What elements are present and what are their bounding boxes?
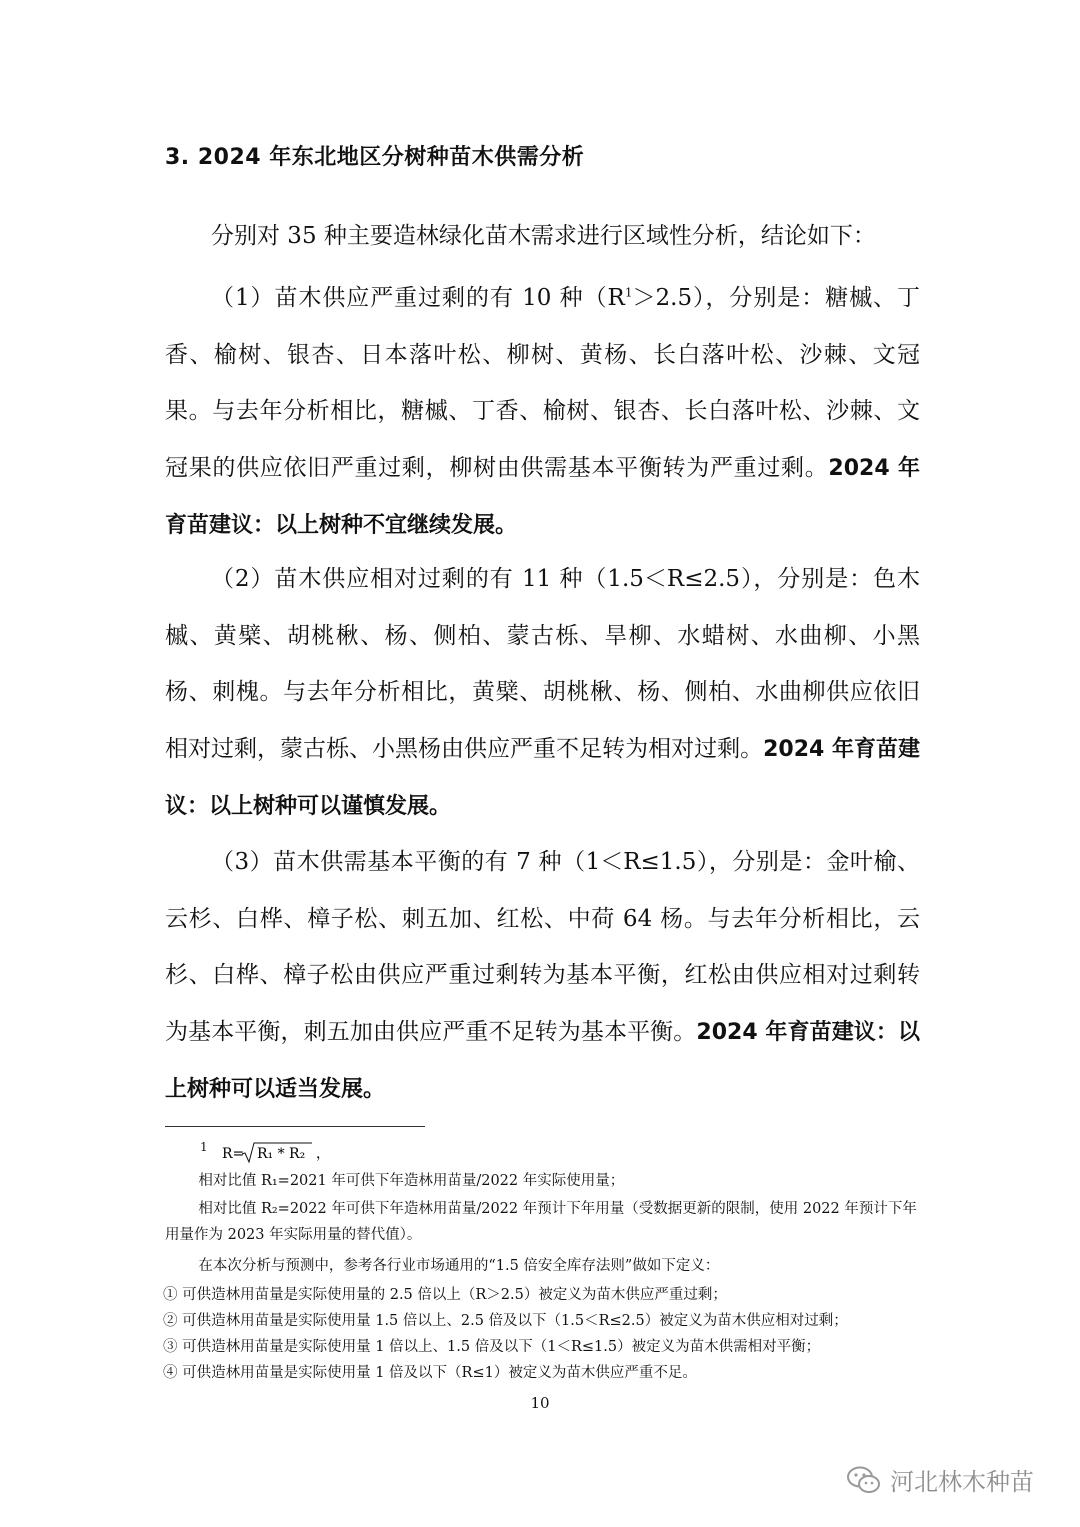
intro-paragraph: 分别对 35 种主要造林绿化苗木需求进行区域性分析，结论如下： (211, 223, 876, 249)
formula-suffix: ， (316, 1146, 331, 1162)
formula-radicand: R₁ * R₂ (257, 1146, 306, 1162)
footnote-rule-intro: 在本次分析与预测中，参考各行业市场通用的“1.5 倍安全库存法则”做如下定义： (198, 1258, 720, 1274)
section-heading: 3. 2024 年东北地区分树种苗木供需分析 (165, 145, 585, 170)
footnote-ref[interactable]: 1 (624, 285, 633, 300)
watermark (846, 1462, 1034, 1497)
watermark-text: 河北林木种苗 (890, 1468, 1034, 1496)
paragraph-1 (165, 270, 920, 555)
footnote-r2: 相对比值 R₂=2022 年可供下年造林用苗量/2022 年预计下年用量（受数据更新的限制，使用 2022 年预计下年用量作为 2023 年实际用量的替代值）。 (165, 1201, 917, 1243)
paragraph-1-text: ＞2.5），分别是：糖槭、丁香、榆树、银杏、日本落叶松、柳树、黄杨、长白落叶松、沙棘、文冠果。与去年分析相比，糖槭、丁香、榆树、银杏、长白落叶松、沙棘、文冠果的供应依旧严重过剩，柳树由供需基本平衡转为严重过剩。 (165, 285, 920, 481)
paragraph-3 (165, 834, 920, 1119)
definition-item: ③ 可供造林用苗量是实际使用量 1 倍以上、1.5 倍及以下（1＜R≤1.5）被定义为苗木供需相对平衡； (163, 1339, 821, 1355)
page-number: 10 (530, 1394, 550, 1412)
paragraph-3-advice: 2024 年育苗建议：以上树种可以适当发展。 (165, 1019, 921, 1103)
wechat-icon (846, 1465, 882, 1495)
paragraph-3-text: （3）苗木供需基本平衡的有 7 种（1＜R≤1.5），分别是：金叶榆、云杉、白桦、樟子松、刺五加、红松、中荷 64 杨。与去年分析相比，云杉、白桦、樟子松由供应严重过剩转为基本平衡，红松由供应相对过剩转为基本平衡，刺五加由供应严重不足转为基本平衡。 (165, 849, 920, 1045)
paragraph-2-advice: 2024 年育苗建议：以上树种可以谨慎发展。 (165, 736, 921, 820)
footnote-formula (200, 1140, 500, 1166)
definition-item: ④ 可供造林用苗量是实际使用量 1 倍及以下（R≤1）被定义为苗木供应严重不足。 (163, 1365, 697, 1381)
footnote-r1: 相对比值 R₁=2021 年可供下年造林用苗量/2022 年实际使用量； (198, 1173, 625, 1189)
paragraph-1-lead: （1）苗木供应严重过剩的有 10 种（R (211, 285, 625, 311)
paragraph-1-advice: 2024 年育苗建议：以上树种不宜继续发展。 (165, 455, 921, 539)
footnote-definition-list (163, 1282, 923, 1386)
formula-graphic (212, 1140, 352, 1166)
footnote-divider (165, 1126, 425, 1127)
definition-item: ① 可供造林用苗量是实际使用量的 2.5 倍以上（R＞2.5）被定义为苗木供应严重过剩； (163, 1287, 727, 1303)
paragraph-2-text: （2）苗木供应相对过剩的有 11 种（1.5＜R≤2.5），分别是：色木槭、黄檗、胡桃楸、杨、侧柏、蒙古栎、旱柳、水蜡树、水曲柳、小黑杨、刺槐。与去年分析相比，黄檗、胡桃楸、杨、侧柏、水曲柳供应依旧相对过剩，蒙古栎、小黑杨由供应严重不足转为相对过剩。 (165, 566, 920, 762)
paragraph-2 (165, 551, 920, 836)
formula-prefix: R= (222, 1146, 245, 1162)
definition-item: ② 可供造林用苗量是实际使用量 1.5 倍以上、2.5 倍及以下（1.5＜R≤2.5）被定义为苗木供应相对过剩； (163, 1313, 848, 1329)
footnote-marker: 1 (200, 1140, 208, 1155)
